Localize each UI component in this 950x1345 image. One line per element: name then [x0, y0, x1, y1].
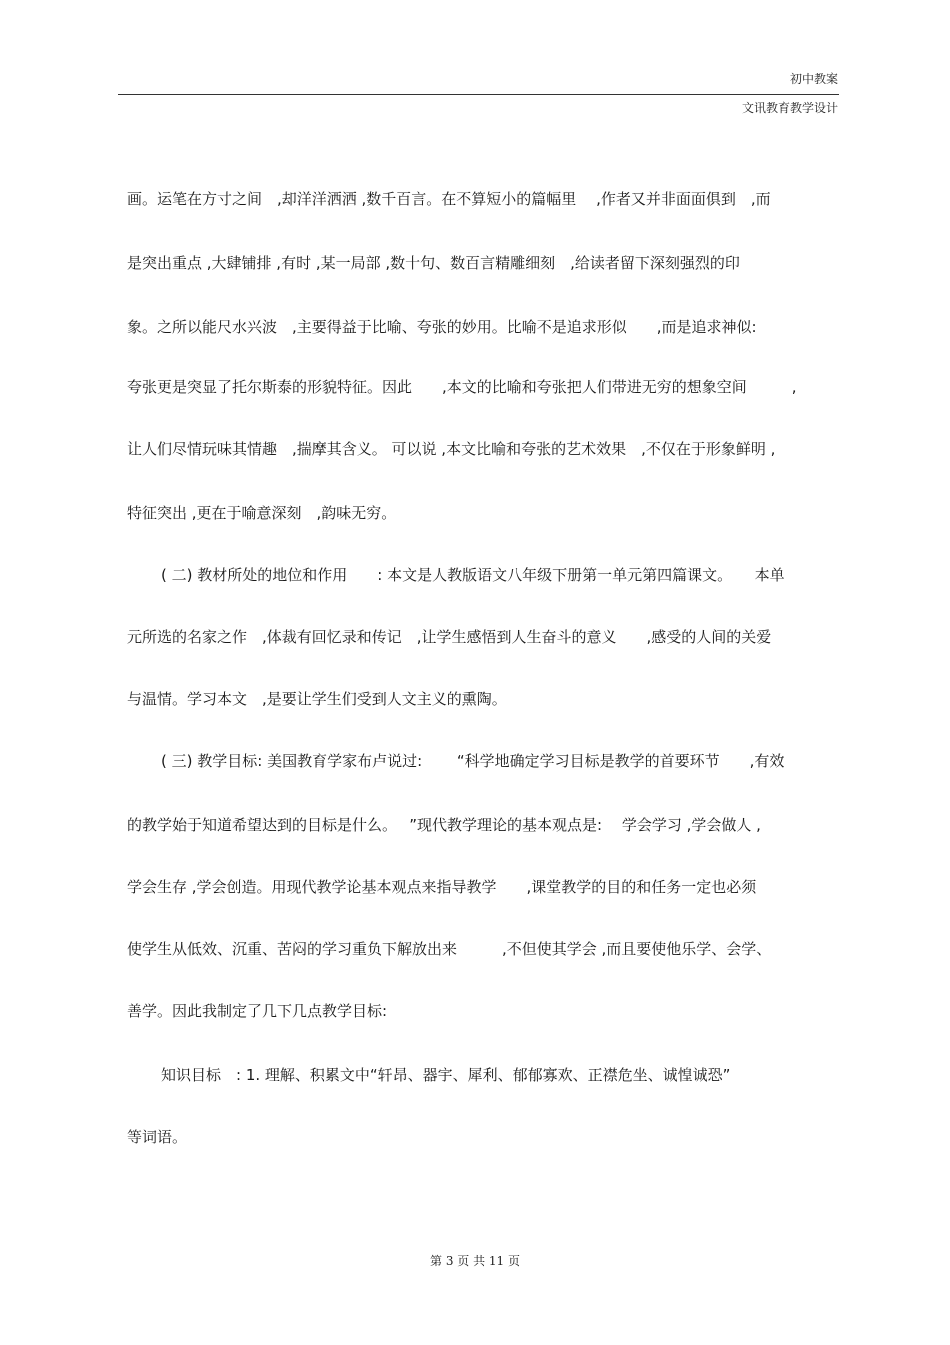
- text-line: ( 二) 教材所处的地位和作用 : 本文是人教版语文八年级下册第一单元第四篇课文。 本单: [161, 566, 785, 584]
- text-line: 的教学始于知道希望达到的目标是什么。 ”现代教学理论的基本观点是: 学会学习 ,学会做人 ,: [127, 816, 761, 834]
- text-line: 特征突出 ,更在于喻意深刻 ,韵味无穷。: [127, 504, 397, 522]
- text-line: 是突出重点 ,大肆铺排 ,有时 ,某一局部 ,数十句、数百言精雕细刻 ,给读者留下深刻强烈的印: [127, 254, 740, 272]
- text-line: 让人们尽情玩味其情趣 ,揣摩其含义。 可以说 ,本文比喻和夸张的艺术效果 ,不仅在于形象鲜明 ,: [127, 440, 776, 458]
- text-line: 画。运笔在方寸之间 ,却洋洋洒洒 ,数千百言。在不算短小的篇幅里 ,作者又并非面面俱到 ,而: [127, 190, 771, 208]
- header-category: 初中教案: [789, 72, 838, 86]
- text-line: 知识目标 : 1. 理解、积累文中“轩昂、器宇、犀利、郁郁寡欢、正襟危坐、诚惶诚恐”: [161, 1066, 731, 1084]
- header-divider: [118, 94, 839, 95]
- text-line: 使学生从低效、沉重、苦闷的学习重负下解放出来 ,不但使其学会 ,而且要使他乐学、会学、: [127, 940, 772, 958]
- text-line: 夸张更是突显了托尔斯泰的形貌特征。因此 ,本文的比喻和夸张把人们带进无穷的想象空间 ,: [127, 378, 797, 396]
- header-subtitle: 文讯教育教学设计: [741, 101, 838, 115]
- text-line: 象。之所以能尺水兴波 ,主要得益于比喻、夸张的妙用。比喻不是追求形似 ,而是追求神似:: [127, 318, 757, 336]
- text-line: 学会生存 ,学会创造。用现代教学论基本观点来指导教学 ,课堂教学的目的和任务一定也必须: [127, 878, 757, 896]
- text-line: 等词语。: [127, 1128, 188, 1146]
- text-line: 与温情。学习本文 ,是要让学生们受到人文主义的熏陶。: [127, 690, 507, 708]
- text-line: ( 三) 教学目标: 美国教育学家布卢说过: “科学地确定学习目标是教学的首要环节 ,有效: [161, 752, 785, 770]
- page-number: 第 3 页 共 11 页: [430, 1254, 520, 1268]
- text-line: 元所选的名家之作 ,体裁有回忆录和传记 ,让学生感悟到人生奋斗的意义 ,感受的人间的关爱: [127, 628, 772, 646]
- text-line: 善学。因此我制定了几下几点教学目标:: [127, 1002, 388, 1020]
